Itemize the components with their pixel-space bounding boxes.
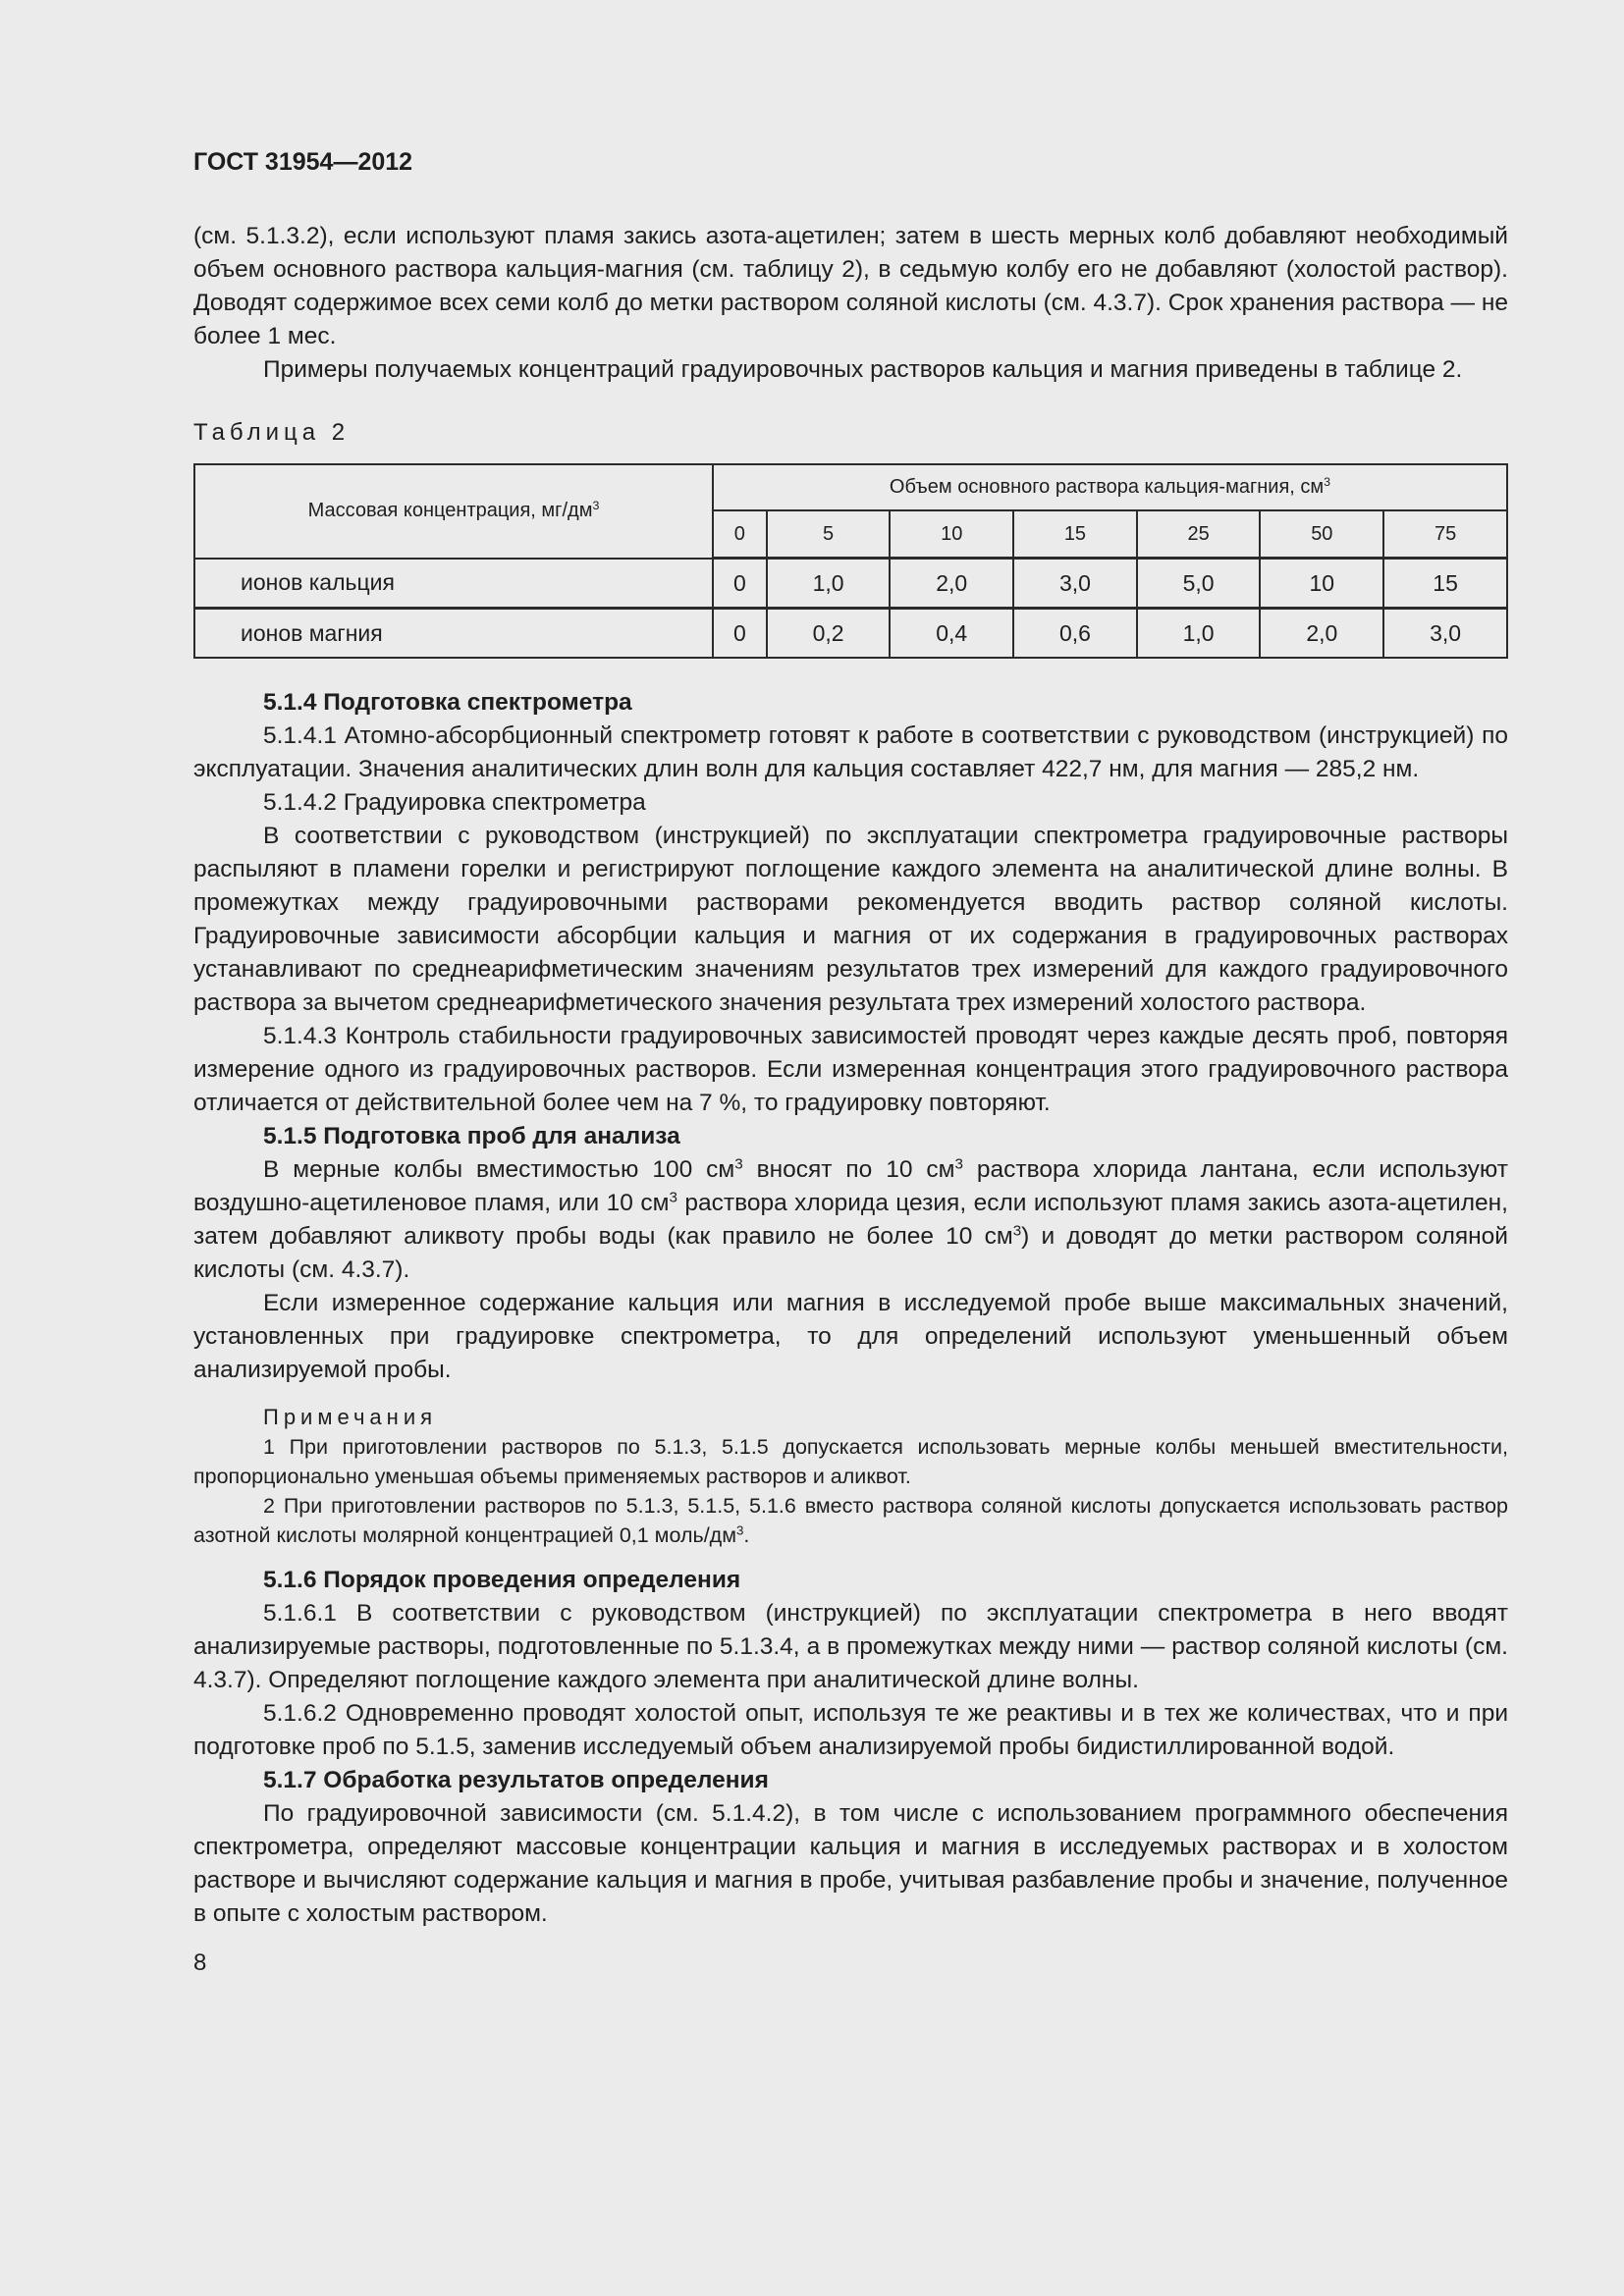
- table-cell: 0,4: [890, 609, 1013, 659]
- table-cell: 0: [713, 609, 767, 659]
- paragraph: 5.1.4.3 Контроль стабильности градуировочных зависимостей проводят через каждые десять проб, повторяя измерение одного из градуировочных растворов. Если измеренная концентрация этого градуировочного раствора отличается от действительной более чем на 7 %, то градуировку повторяют.: [193, 1023, 1508, 1116]
- section-heading: 5.1.4 Подготовка спектрометра: [263, 689, 632, 716]
- table-col-header: 50: [1260, 510, 1383, 559]
- table-cell: 0: [713, 559, 767, 609]
- document-page: [193, 147, 1508, 1978]
- table-cell: 10: [1260, 559, 1383, 609]
- table-col-header: 75: [1383, 510, 1507, 559]
- table-cell: 2,0: [1260, 609, 1383, 659]
- paragraph: В мерные колбы вместимостью 100 $см^3$ вносят по 10 $см^3$ раствора хлорида лантана, если используют воздушно-ацетиленовое пламя, или 10 $см^3$ раствора хлорида цезия, если используют пламя закись азота-ацетилен, затем добавляют аликвоту пробы воды (как правило не более 10 $см^3$) и доводят до метки раствором соляной кислоты (см. 4.3.7).: [193, 1155, 1508, 1283]
- table-col-header: 25: [1137, 510, 1261, 559]
- table-cell: 3,0: [1013, 559, 1137, 609]
- table-cell: 0,2: [767, 609, 891, 659]
- paragraph: Примеры получаемых концентраций градуировочных растворов кальция и магния приведены в таблице 2.: [263, 356, 1463, 383]
- section-heading: 5.1.5 Подготовка проб для анализа: [263, 1123, 680, 1149]
- table-cell: 1,0: [1137, 609, 1261, 659]
- table-cell: 15: [1383, 559, 1507, 609]
- paragraph: 5.1.6.2 Одновременно проводят холостой опыт, используя те же реактивы и в тех же количествах, что и при подготовке проб по 5.1.5, заменив исследуемый объем анализируемой пробы бидистиллированной водой.: [193, 1700, 1508, 1760]
- notes-heading: Примечания: [263, 1405, 438, 1429]
- paragraph: 5.1.4.2 Градуировка спектрометра: [263, 789, 646, 816]
- section-heading: 5.1.6 Порядок проведения определения: [263, 1567, 741, 1593]
- table-col-header: 10: [890, 510, 1013, 559]
- table-row-label: ионов магния: [194, 609, 713, 659]
- table-corner-header: Массовая концентрация, $мг/дм^3$: [194, 464, 713, 559]
- note: 2 При приготовлении растворов по 5.1.3, 5.1.5, 5.1.6 вместо раствора соляной кислоты допускается использовать раствор азотной кислоты молярной концентрацией 0,1 моль/$дм^3$.: [193, 1494, 1508, 1547]
- section-heading: 5.1.7 Обработка результатов определения: [263, 1767, 769, 1793]
- table-cell: 5,0: [1137, 559, 1261, 609]
- table-group-header: Объем основного раствора кальция-магния, $см^3$: [713, 464, 1507, 510]
- table-caption: Таблица 2: [193, 419, 351, 446]
- paragraph: (см. 5.1.3.2), если используют пламя закись азота-ацетилен; затем в шесть мерных колб добавляют необходимый объем основного раствора кальция-магния (см. таблицу 2), в седьмую колбу его не добавляют (холостой раствор). Доводят содержимое всех семи колб до метки раствором соляной кислоты (см. 4.3.7). Срок хранения раствора — не более 1 мес.: [193, 223, 1508, 349]
- concentration-table: [193, 463, 1508, 659]
- table-col-header: 15: [1013, 510, 1137, 559]
- table-col-header: 5: [767, 510, 891, 559]
- paragraph: По градуировочной зависимости (см. 5.1.4.2), в том числе с использованием программного обеспечения спектрометра, определяют массовые концентрации кальция и магния в исследуемых растворах и в холостом растворе и вычисляют содержание кальция и магния в пробе, учитывая разбавление пробы и значение, полученное в опыте с холостым раствором.: [193, 1800, 1508, 1927]
- table-cell: 1,0: [767, 559, 891, 609]
- paragraph: Если измеренное содержание кальция или магния в исследуемой пробе выше максимальных значений, установленных при градуировке спектрометра, то для определений используют уменьшенный объем анализируемой пробы.: [193, 1290, 1508, 1383]
- note: 1 При приготовлении растворов по 5.1.3, 5.1.5 допускается использовать мерные колбы меньшей вместительности, пропорционально уменьшая объемы применяемых растворов и аликвот.: [193, 1435, 1508, 1488]
- table-row-label: ионов кальция: [194, 559, 713, 609]
- table-col-header: 0: [713, 510, 767, 559]
- document-header: ГОСТ 31954—2012: [193, 148, 413, 176]
- table-cell: 0,6: [1013, 609, 1137, 659]
- table-cell: 3,0: [1383, 609, 1507, 659]
- paragraph: 5.1.4.1 Атомно-абсорбционный спектрометр готовят к работе в соответствии с руководством (инструкцией) по эксплуатации. Значения аналитических длин волн для кальция составляет 422,7 нм, для магния — 285,2 нм.: [193, 722, 1508, 782]
- table-cell: 2,0: [890, 559, 1013, 609]
- paragraph: 5.1.6.1 В соответствии с руководством (инструкцией) по эксплуатации спектрометра в него вводят анализируемые растворы, подготовленные по 5.1.3.4, а в промежутках между ними — раствор соляной кислоты (см. 4.3.7). Определяют поглощение каждого элемента при аналитической длине волны.: [193, 1600, 1508, 1693]
- page-number: 8: [193, 1949, 207, 1976]
- paragraph: В соответствии с руководством (инструкцией) по эксплуатации спектрометра градуировочные растворы распыляют в пламени горелки и регистрируют поглощение каждого элемента на аналитической длине волны. В промежутках между градуировочными растворами рекомендуется вводить раствор соляной кислоты. Градуировочные зависимости абсорбции кальция и магния от их содержания в градуировочных растворах устанавливают по среднеарифметическим значениям результатов трех измерений для каждого градуировочного раствора за вычетом среднеарифметического значения результата трех измерений холостого раствора.: [193, 823, 1508, 1016]
